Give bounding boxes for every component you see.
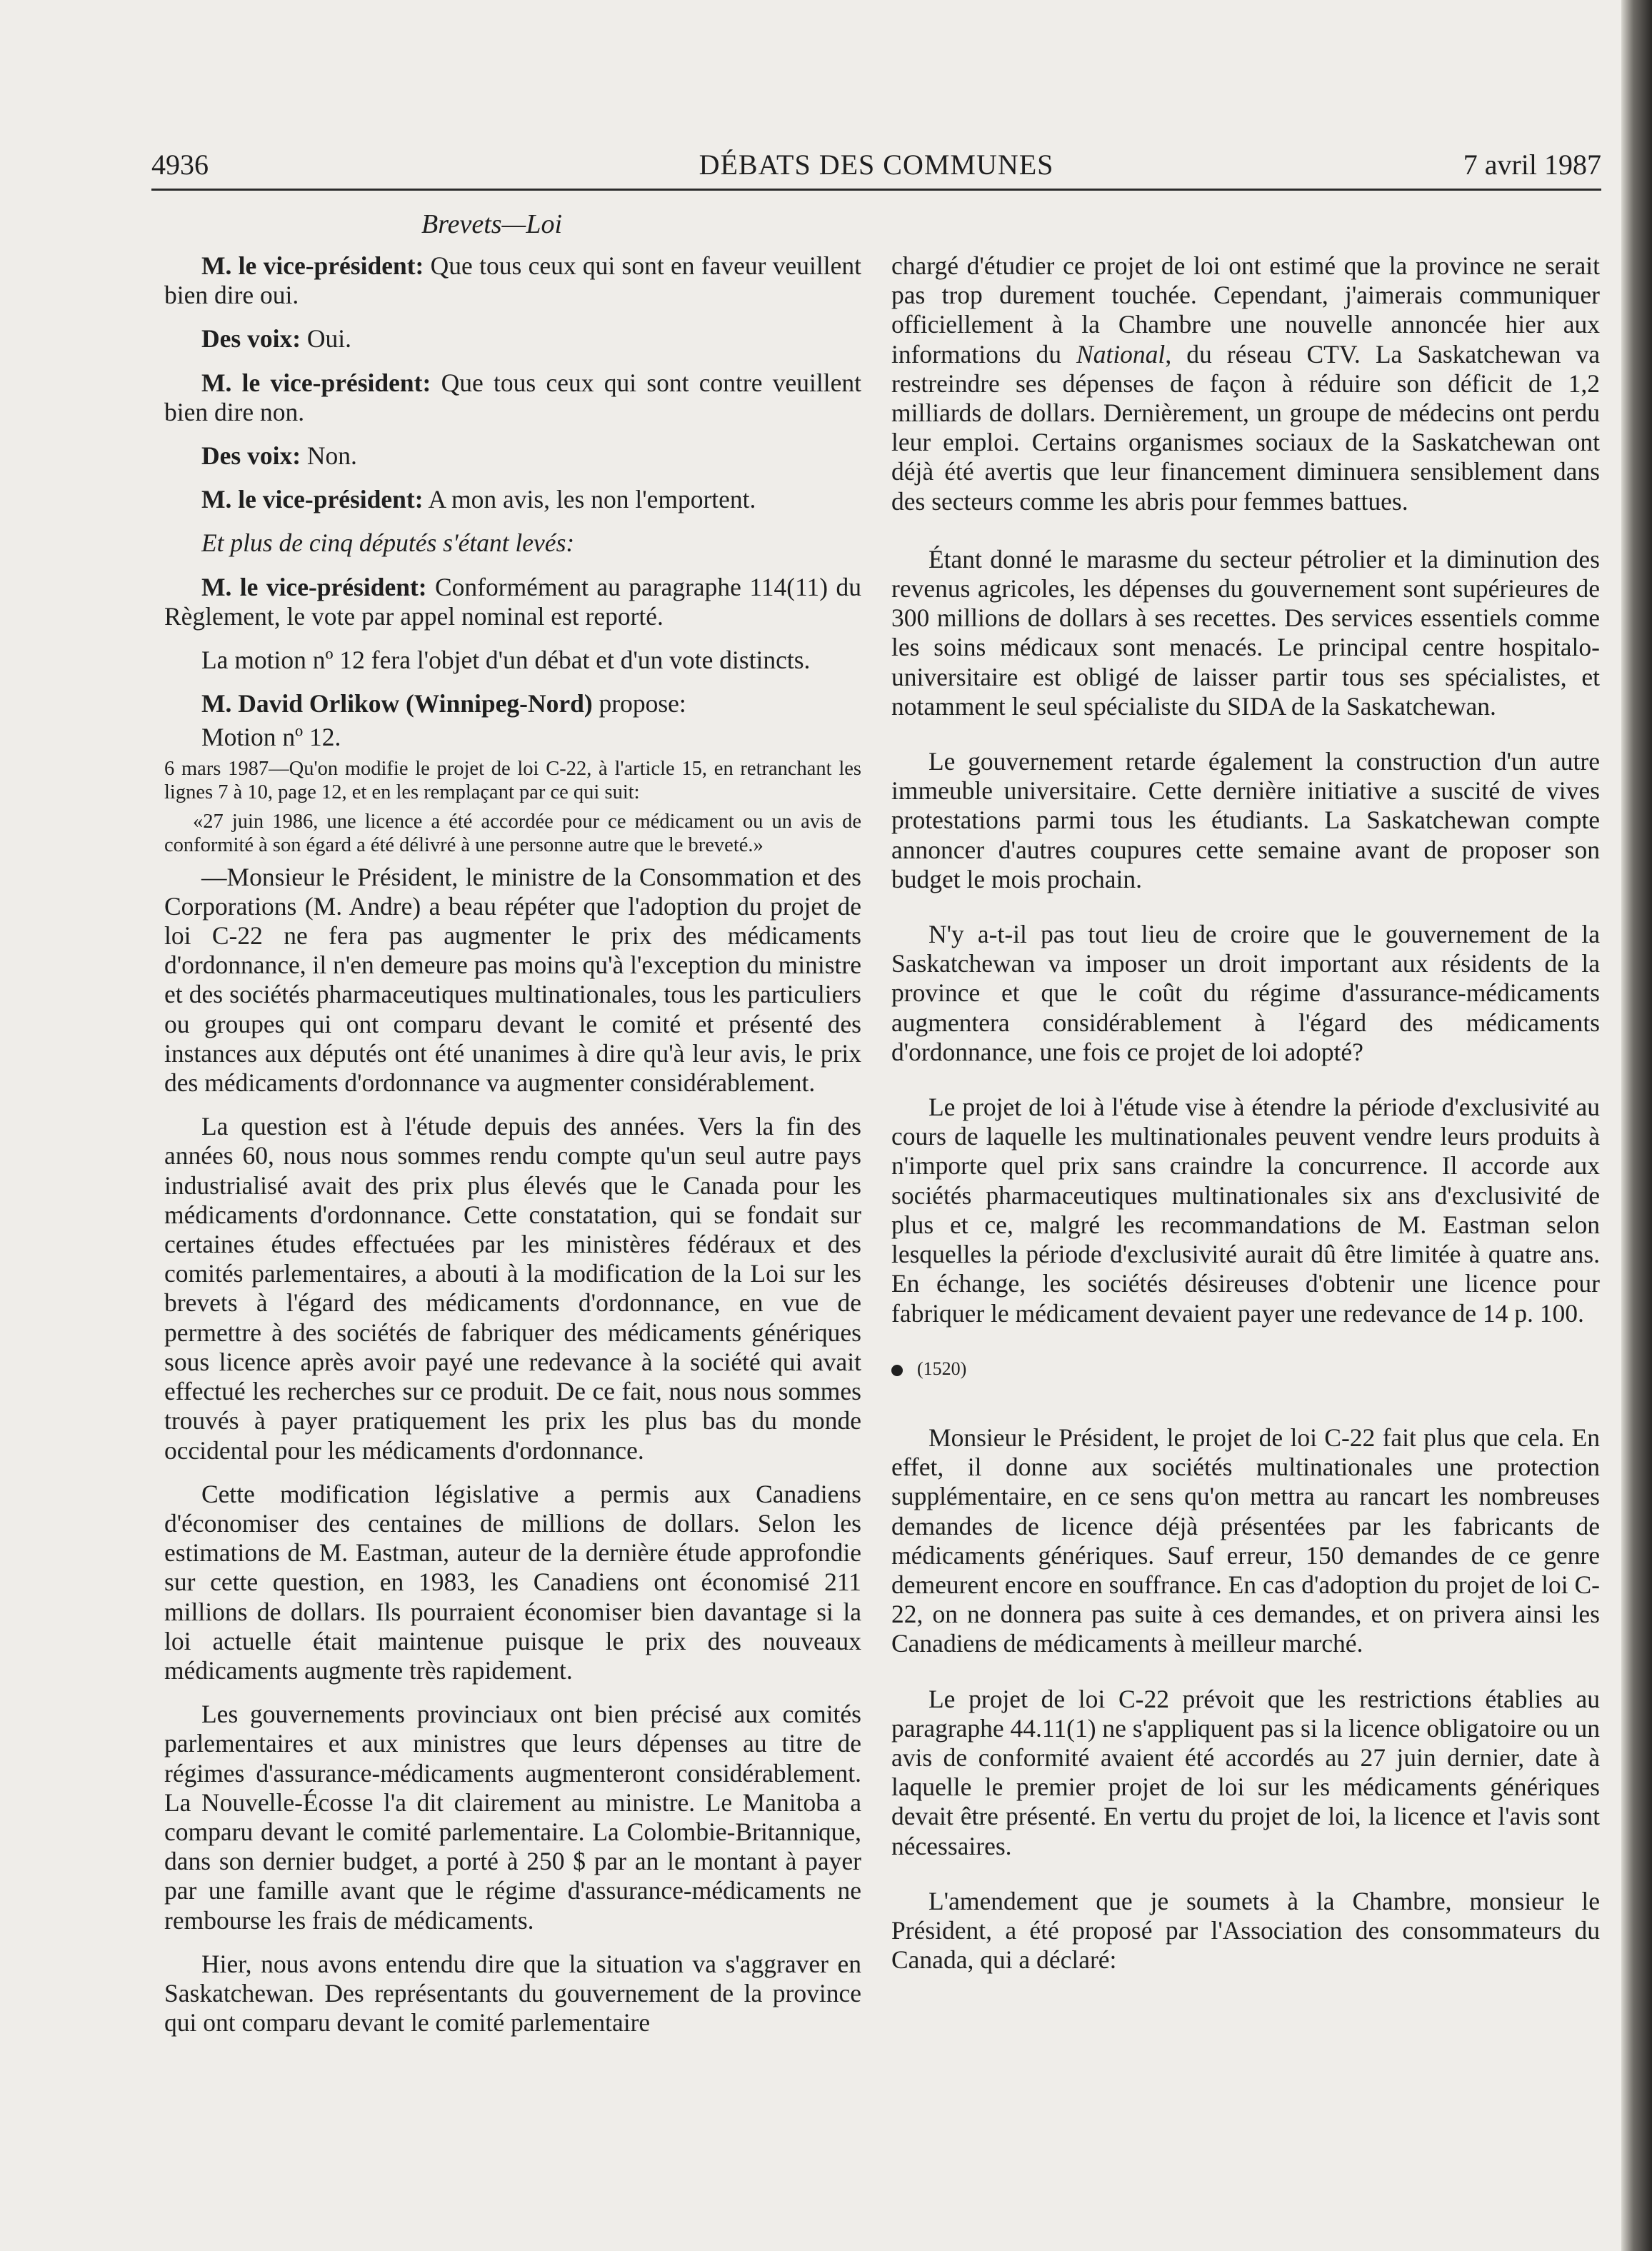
paragraph: Monsieur le Président, le projet de loi C-22 fait plus que cela. En effet, il donne aux sociétés multinationales une protection supplémentaire, en ce sens qu'on mettra au rancart les nombreuses demandes de licence déjà présentées par les fabricants de médicaments génériques. Sauf erreur, 150 demandes de ce genre demeurent encore en souffrance. En cas d'adoption du projet de loi C-22, on ne donnera pas suite à ces demandes, et on privera ainsi les Canadiens de médicaments à meilleur marché. <box>891 1423 1600 1658</box>
paragraph: Hier, nous avons entendu dire que la situation va s'aggraver en Saskatchewan. Des représentants du gouvernement de la province qui ont comparu devant le comité parlementaire <box>164 1949 861 2037</box>
motion-quote: «27 juin 1986, une licence a été accordée pour ce médicament ou un avis de conformité à son égard a été délivré à une personne autre que le breveté.» <box>164 810 861 856</box>
paragraph <box>164 369 861 427</box>
bullet-icon <box>891 1365 903 1376</box>
paragraph: Les gouvernements provinciaux ont bien précisé aux comités parlementaires et aux ministres que leurs dépenses au titre de régimes d'assurance-médicaments augmenteront considérablement. La Nouvelle-Écosse l'a dit clairement au ministre. Le Manitoba a comparu devant le comité parlementaire. La Colombie-Britannique, dans son dernier budget, a porté à 250 $ par an le montant à payer par une famille avant que le régime d'assurance-médicaments ne rembourse les frais de médicaments. <box>164 1700 861 1935</box>
publication-title: DÉBATS DES COMMUNES <box>699 149 1054 181</box>
publication-date: 7 avril 1987 <box>1463 149 1601 181</box>
time-marker-text: (1520) <box>917 1358 967 1379</box>
paragraph <box>164 251 861 310</box>
paragraph: La question est à l'étude depuis des années. Vers la fin des années 60, nous nous sommes rendu compte qu'un seul autre pays industrialisé avait des prix plus élevés que le Canada pour les médicaments d'ordonnance. Cette constatation, qui se fondait sur certaines études effectuées par les ministères fédéraux et des comités parlementaires, a abouti à la modification de la Loi sur les brevets à l'égard des médicaments d'ordonnance, en vue de permettre à des sociétés de fabriquer des médicaments génériques sous licence après avoir payé une redevance à la société qui avait effectué les recherches sur ce produit. De ce fait, nous nous sommes trouvés à payer pratiquement les prix les plus bas du monde occidental pour les médicaments d'ordonnance. <box>164 1112 861 1465</box>
paragraph <box>164 573 861 631</box>
paragraph: La motion nº 12 fera l'objet d'un débat et d'un vote distincts. <box>201 646 811 675</box>
speech-text: Oui. <box>301 324 352 354</box>
page-header <box>151 148 1601 191</box>
left-column <box>164 251 861 2052</box>
paragraph: L'amendement que je soumets à la Chambre, monsieur le Président, a été proposé par l'Association des consommateurs du Canada, qui a déclaré: <box>891 1886 1600 1975</box>
speaker: M. le vice-président: <box>201 251 424 280</box>
paragraph: Cette modification législative a permis aux Canadiens d'économiser des centaines de millions de dollars. Selon les estimations de M. Eastman, auteur de la dernière étude approfondie sur cette question, en 1983, les Canadiens ont économisé 211 millions de dollars. Ils pourraient économiser bien davantage si la loi actuelle était maintenue puisque le prix des nouveaux médicaments augmente très rapidement. <box>164 1479 861 1685</box>
paragraph <box>164 485 861 514</box>
text-span: , du réseau CTV. La Saskatchewan va restreindre ses dépenses de façon à réduire son déficit de 1,2 milliards de dollars. Dernièrement, un groupe de médecins ont perdu leur emploi. Certains organismes sociaux de la Saskatchewan ont déjà été avertis que leur financement diminuera sensiblement dans des secteurs comme les abris pour femmes battues. <box>891 339 1600 516</box>
paragraph: Le projet de loi C-22 prévoit que les restrictions établies au paragraphe 44.11(1) ne s'appliquent pas si la licence obligatoire ou un avis de conformité avaient été accordés au 27 juin dernier, date à laquelle le premier projet de loi sur les médicaments génériques devait être présenté. En vertu du projet de loi, la licence et l'avis sont nécessaires. <box>891 1684 1600 1860</box>
speech-text: Non. <box>301 441 357 471</box>
speaker: M. le vice-président: <box>201 485 424 514</box>
paragraph: Le projet de loi à l'étude vise à étendre la période d'exclusivité au cours de laquelle les multinationales peuvent vendre leurs produits à n'importe quel prix sans craindre la concurrence. Il accorde aux sociétés pharmaceutiques multinationales six ans d'exclusivité de plus et ce, malgré les recommandations de M. Eastman selon lesquelles la période d'exclusivité aurait dû être limitée à quatre ans. En échange, les sociétés désireuses d'obtenir une licence pour fabriquer le médicament devaient payer une redevance de 14 p. 100. <box>891 1093 1600 1328</box>
paragraph: N'y a-t-il pas tout lieu de croire que le gouvernement de la Saskatchewan va imposer un droit important aux résidents de la province et que le coût du régime d'assurance-médicaments augmentera considérablement à l'égard des médicaments d'ordonnance, une fois ce projet de loi adopté? <box>891 920 1600 1066</box>
motion-text: 6 mars 1987—Qu'on modifie le projet de loi C-22, à l'article 15, en retranchant les lignes 7 à 10, page 12, et en les remplaçant par ce qui suit: <box>164 757 861 803</box>
paragraph: Motion nº 12. <box>201 723 341 752</box>
program-name: National <box>1076 339 1166 369</box>
running-head: Brevets—Loi <box>421 209 563 239</box>
paragraph <box>164 689 861 718</box>
paragraph: Étant donné le marasme du secteur pétrolier et la diminution des revenus agricoles, les dépenses du gouvernement sont supérieures de 300 millions de dollars à ses recettes. Des services essentiels comme les soins médicaux sont menacés. Le principal centre hospitalo-universitaire est obligé de laisser partir tous ses spécialistes, et notamment le seul spécialiste du SIDA de la Saskatchewan. <box>891 544 1600 721</box>
speaker: Des voix: <box>201 441 301 471</box>
right-column <box>891 251 1600 2000</box>
speaker: M. le vice-président: <box>201 368 431 397</box>
speaker: M. le vice-président: <box>201 572 427 601</box>
paragraph: —Monsieur le Président, le ministre de la Consommation et des Corporations (M. Andre) a beau répéter que l'adoption du projet de loi C-22 ne fera pas augmenter le prix des médicaments d'ordonnance, il n'en demeure pas moins qu'à l'exception du ministre et des sociétés pharmaceutiques multinationales, tous les particuliers ou groupes qui ont comparu devant le comité et présenté des instances aux députés ont été unanimes à dire qu'à leur avis, le prix des médicaments d'ordonnance va augmenter considérablement. <box>164 862 861 1098</box>
speaker: M. David Orlikow (Winnipeg-Nord) <box>201 689 593 718</box>
page-binding-edge <box>1621 0 1652 2251</box>
text-span: chargé d'étudier ce projet de loi ont estimé que la province ne serait pas trop durement touchée. Cependant, j'aimerais communiquer officiellement à la Chambre une nouvelle annoncée hier aux informations du <box>891 251 1600 369</box>
paragraph: Le gouvernement retarde également la construction d'un autre immeuble universitaire. Cette dernière initiative a suscité de vives protestations parmi tous les étudiants. La Saskatchewan compte annoncer d'autres coupures cette semaine avant de proposer son budget le mois prochain. <box>891 747 1600 893</box>
speech-text: propose: <box>592 689 686 718</box>
time-marker <box>891 1354 1600 1383</box>
stage-direction: Et plus de cinq députés s'étant levés: <box>201 528 575 558</box>
paragraph <box>891 251 1600 516</box>
speech-text: Que tous ceux qui sont en faveur veuillent bien dire oui. <box>164 251 861 310</box>
paragraph <box>164 324 861 354</box>
speech-text: Que tous ceux qui sont contre veuillent bien dire non. <box>164 368 861 426</box>
speech-text: A mon avis, les non l'emportent. <box>423 485 756 514</box>
speaker: Des voix: <box>201 324 301 354</box>
page-number: 4936 <box>151 149 209 181</box>
paragraph <box>164 528 861 558</box>
header-rule <box>151 189 1601 191</box>
paragraph <box>164 441 861 471</box>
speech-text: Conformément au paragraphe 114(11) du Règlement, le vote par appel nominal est reporté. <box>164 572 861 631</box>
